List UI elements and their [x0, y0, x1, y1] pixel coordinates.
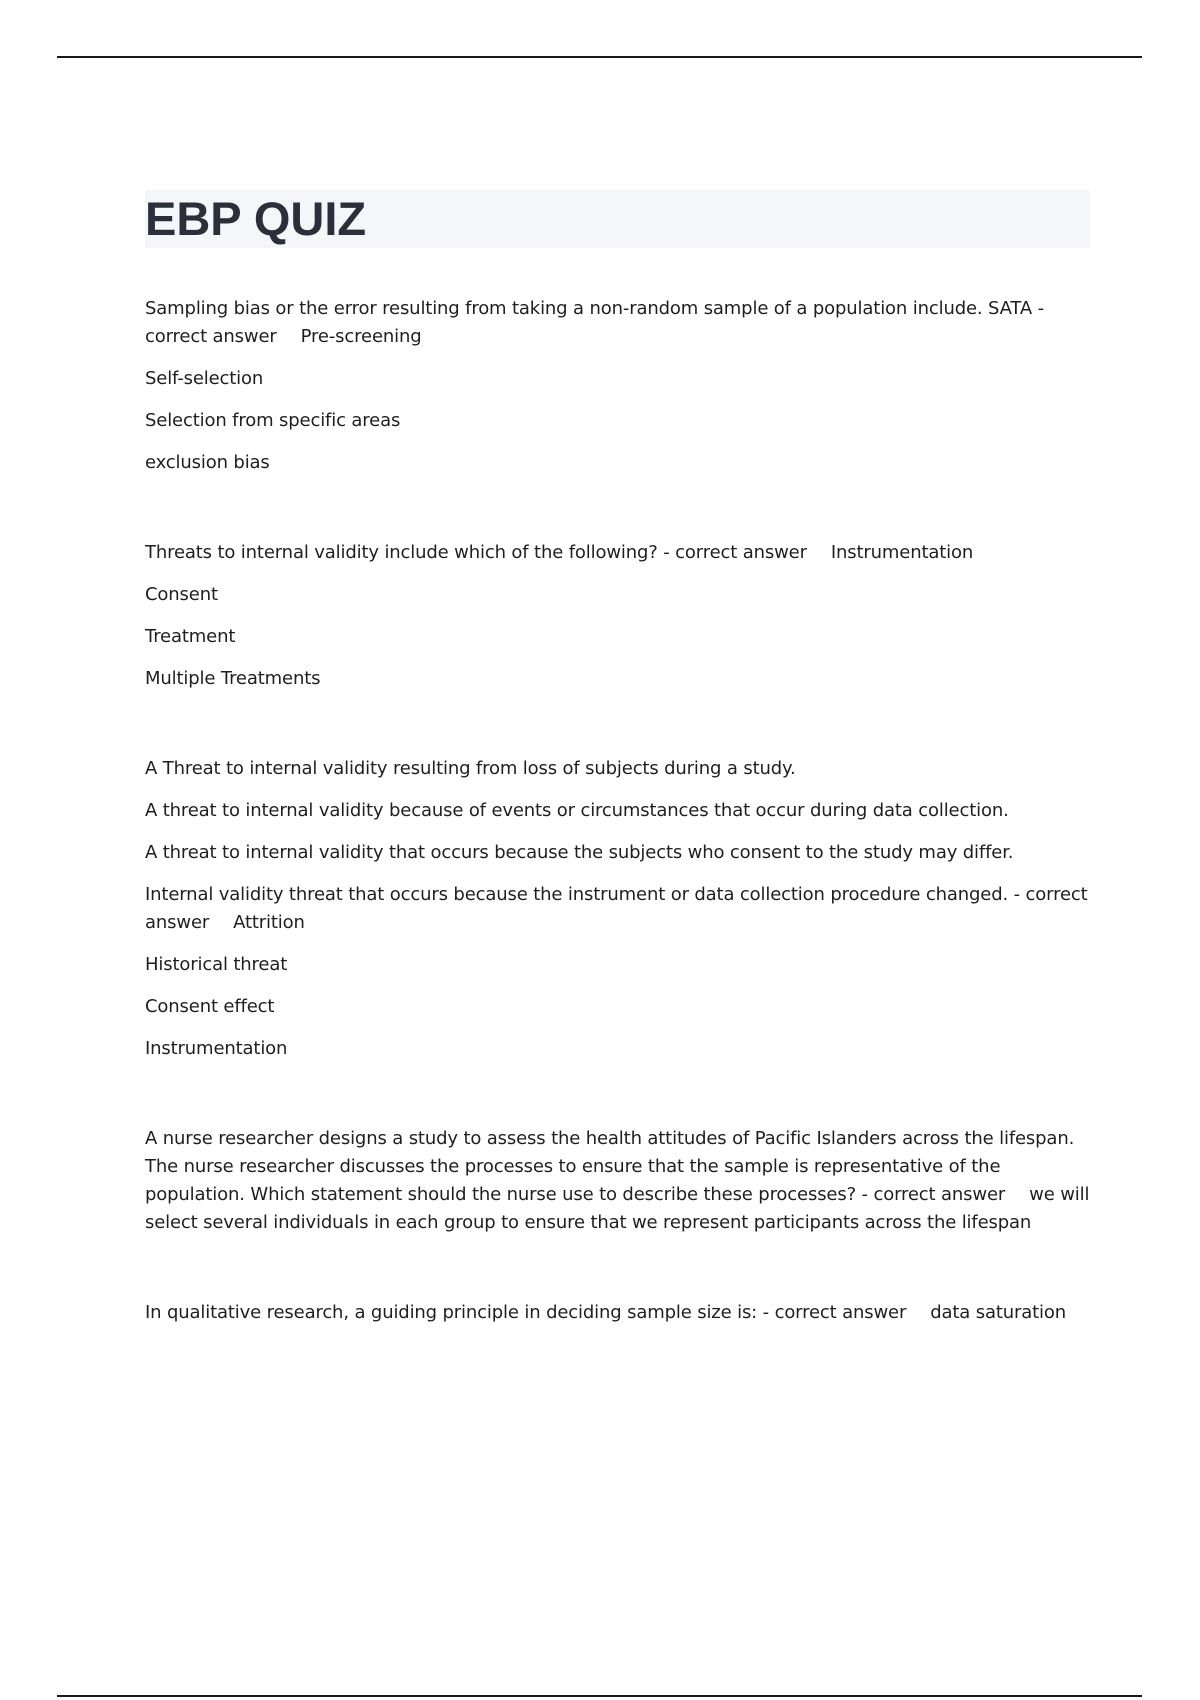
question-text — [145, 1125, 1090, 1237]
answer-item: Multiple Treatments — [145, 668, 321, 689]
answer: data saturation — [930, 1302, 1067, 1323]
answer: Attrition — [233, 912, 305, 933]
document-body — [145, 190, 1090, 1341]
document-title: EBP QUIZ — [145, 192, 367, 245]
question-text — [145, 881, 1090, 937]
bottom-rule — [57, 1695, 1142, 1697]
qa-block-2 — [145, 539, 1090, 693]
qa-block-3 — [145, 755, 1090, 1063]
answer-item: Self-selection — [145, 368, 264, 389]
question-text — [145, 1299, 1090, 1327]
qa-block-1 — [145, 295, 1090, 477]
question: Sampling bias or the error resulting from taking a non-random sample of a population include. SATA - correct answer — [145, 298, 1044, 347]
question: A nurse researcher designs a study to assess the health attitudes of Pacific Islanders across the lifespan. The nurse researcher discusses the processes to ensure that the sample is representative of the population. Which statement should the nurse use to describe these processes? - correct answer — [145, 1128, 1075, 1205]
answer: we will select several individuals in each group to ensure that we represent participants across the lifespan — [145, 1184, 1090, 1233]
answer-item: Treatment — [145, 626, 236, 647]
question: Threats to internal validity include which of the following? - correct answer — [145, 542, 807, 563]
answer-item: Instrumentation — [145, 1038, 288, 1059]
answer: Instrumentation — [830, 542, 974, 563]
answer-item: Selection from specific areas — [145, 410, 401, 431]
context-line: A threat to internal validity that occurs because the subjects who consent to the study may differ. — [145, 842, 1014, 863]
answer-item: Consent — [145, 584, 218, 605]
question-text — [145, 539, 1090, 567]
answer-item: exclusion bias — [145, 452, 270, 473]
qa-block-4 — [145, 1125, 1090, 1237]
answer: Pre-screening — [300, 326, 422, 347]
answer-item: Consent effect — [145, 996, 275, 1017]
answer-item: Historical threat — [145, 954, 288, 975]
question: Internal validity threat that occurs because the instrument or data collection procedure changed. - correct answer — [145, 884, 1088, 933]
question: In qualitative research, a guiding principle in deciding sample size is: - correct answer — [145, 1302, 907, 1323]
context-line: A threat to internal validity because of events or circumstances that occur during data collection. — [145, 800, 1009, 821]
question-text — [145, 295, 1090, 351]
title-band — [145, 190, 1090, 248]
context-line: A Threat to internal validity resulting from loss of subjects during a study. — [145, 758, 796, 779]
top-rule — [57, 56, 1142, 58]
qa-block-5 — [145, 1299, 1090, 1327]
